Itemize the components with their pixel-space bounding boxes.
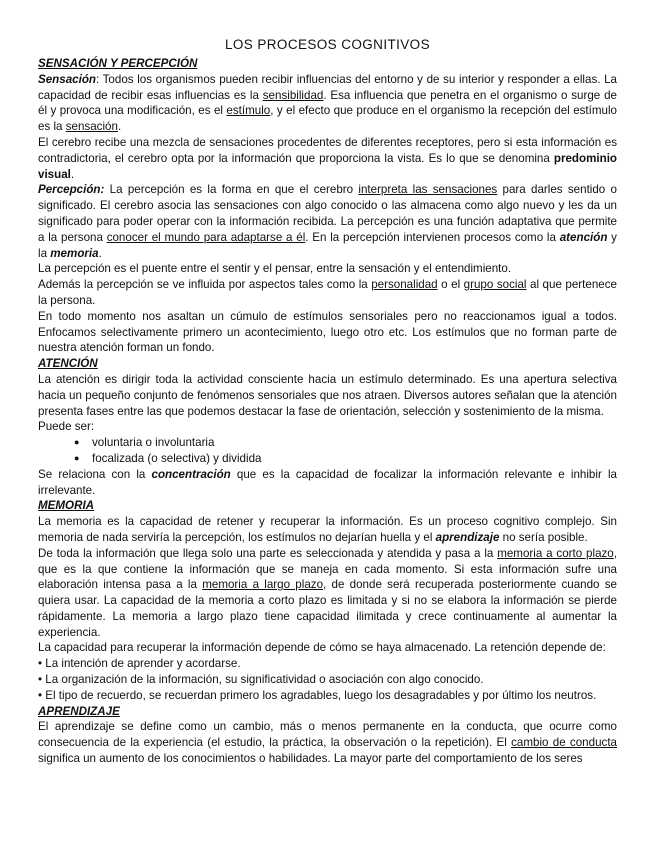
- text-run: y la: [38, 230, 617, 260]
- paragraph-puede-ser: Puede ser:: [38, 420, 95, 434]
- paragraph-memoria: [38, 514, 617, 546]
- underlined-term: personalidad: [371, 278, 438, 292]
- text-run: que es la capacidad de focalizar la información relevante e inhibir la irrelevante.: [38, 467, 617, 497]
- text-run: significa un aumento de los conocimientos o habilidades. La mayor parte del comportamiento de los seres: [38, 752, 583, 766]
- underlined-term: sensación: [65, 120, 118, 134]
- underlined-term: memoria a largo plazo: [202, 578, 324, 592]
- paragraph-influencias: [38, 277, 617, 309]
- term-sensacion: Sensación: [38, 72, 96, 86]
- document-title: LOS PROCESOS COGNITIVOS: [225, 37, 430, 52]
- paragraph-puente: La percepción es el puente entre el sentir y el pensar, entre la sensación y el entendimiento.: [38, 262, 512, 276]
- paragraph-sensacion: [38, 72, 617, 135]
- paragraph-percepcion: [38, 182, 617, 261]
- paragraph-predominio-visual: [38, 135, 617, 182]
- underlined-term: grupo social: [463, 278, 527, 292]
- text-run: El cerebro recibe una mezcla de sensaciones procedentes de diferentes receptores, pero si esta información es contradictoria, el cerebro opta por la información que proporciona la vista. Es lo que se denomina: [38, 135, 617, 165]
- section-heading-aprendizaje: APRENDIZAJE: [38, 704, 120, 718]
- bold-italic-term: aprendizaje: [435, 530, 500, 544]
- text-run: El aprendizaje se define como un cambio, más o menos permanente en la conducta, que ocurre como consecuencia de la experiencia (el estudio, la práctica, la observación o la repetición). El: [38, 720, 617, 750]
- text-run: .: [98, 246, 102, 260]
- section-heading-memoria: MEMORIA: [38, 499, 95, 513]
- paragraph-recuperar: La capacidad para recuperar la información depende de cómo se haya almacenado. La retención depende de:: [38, 641, 606, 655]
- term-percepcion: Percepción:: [38, 183, 105, 197]
- underlined-term: interpreta las sensaciones: [358, 183, 498, 197]
- list-item: • La organización de la información, su significatividad o asociación con algo conocido.: [38, 673, 484, 687]
- text-run: .: [117, 120, 122, 134]
- section-heading-sensacion: SENSACIÓN Y PERCEPCIÓN: [38, 57, 198, 70]
- bold-italic-term: atención: [559, 230, 608, 244]
- text-run: al que pertenece la persona.: [38, 278, 617, 307]
- text-run: De toda la información que llega solo una parte es seleccionada y atendida y pasa a la: [38, 546, 498, 560]
- text-run: .: [70, 167, 75, 181]
- underlined-term: cambio de conducta: [511, 736, 617, 750]
- paragraph-memoria-plazos: [38, 546, 617, 641]
- section-heading-atencion: ATENCIÓN: [38, 357, 98, 371]
- text-run: Además la percepción se ve influida por aspectos tales como la: [38, 278, 372, 292]
- text-run: La percepción es la forma en que el cerebro: [104, 183, 359, 197]
- paragraph-atencion: La atención es dirigir toda la actividad consciente hacia un estímulo determinado. Es una apertura selectiva hacia un pequeño conjunto de fenómenos sensoriales que nos atraen. Diversos autores señalan que la atención presenta fases entre las que podemos destacar la fase de orientación, selección y sostenimiento de la misma.: [38, 372, 617, 418]
- text-run: no sería posible.: [499, 530, 588, 544]
- text-run: La memoria es la capacidad de retener y recuperar la información. Es un proceso cognitivo complejo. Sin memoria de nada serviría la percepción, los estímulos no dejarían huella y el: [38, 515, 617, 544]
- text-run: , que es la que contiene la información que se maneja en cada momento. Si esta información sufre una elaboración intensa pasa a la: [38, 546, 617, 592]
- underlined-term: memoria a corto plazo: [497, 546, 614, 560]
- text-run: para darles sentido o significado. El cerebro asocia las sensaciones con algo conocido o las almacena como algo nuevo y les da un significado para poder operar con la información recibida. La percepción es una función adaptativa que permite a la persona: [38, 183, 617, 244]
- text-run: Se relaciona con la: [38, 467, 152, 481]
- underlined-term: sensibilidad: [262, 88, 324, 102]
- paragraph-aprendizaje: [38, 719, 617, 766]
- underlined-term: conocer el mundo para adaptarse a él: [106, 230, 306, 244]
- bold-term: predominio visual: [38, 151, 617, 181]
- bold-italic-term: memoria: [50, 246, 99, 260]
- text-run: , y el efecto que produce en el organismo la recepción del estímulo es la: [38, 104, 618, 134]
- paragraph-concentracion: [38, 467, 617, 499]
- list-item: • La intención de aprender y acordarse.: [38, 657, 241, 671]
- text-run: . En la percepción intervienen procesos como la: [305, 230, 560, 244]
- list-item: • El tipo de recuerdo, se recuerdan primero los agradables, luego los desagradables y por último los neutros.: [38, 688, 597, 702]
- text-run: , de donde será recuperada posteriormente cuando se quiera usar. La capacidad de la memoria a corto plazo es limitada y si no se elabora la información se pierde rápidamente. La memoria a largo plazo tiene capacidad ilimitada y crece continuamente al aumentar la experiencia.: [38, 578, 617, 639]
- text-run: : Todos los organismos pueden recibir influencias del entorno y de su interior y responder a ellas. La capacidad de recibir esas influencias es la: [38, 72, 617, 102]
- atencion-types-list: [38, 435, 617, 467]
- paragraph-estimulos: En todo momento nos asaltan un cúmulo de estímulos sensoriales pero no reaccionamos igual a todos. Enfocamos selectivamente primero un acontecimiento, luego otro etc. Los estímulos que no forman parte de nuestra atención forman un fondo.: [38, 309, 617, 355]
- text-run: o el: [437, 278, 464, 292]
- text-run: . Esa influencia que penetra en el organismo o surge de él y provoca una modificación, es el: [38, 88, 617, 118]
- list-item: ● focalizada (o selectiva) y dividida: [74, 451, 617, 467]
- underlined-term: estímulo: [226, 104, 271, 118]
- list-item: ● voluntaria o involuntaria: [74, 435, 617, 451]
- bold-italic-term: concentración: [151, 467, 231, 481]
